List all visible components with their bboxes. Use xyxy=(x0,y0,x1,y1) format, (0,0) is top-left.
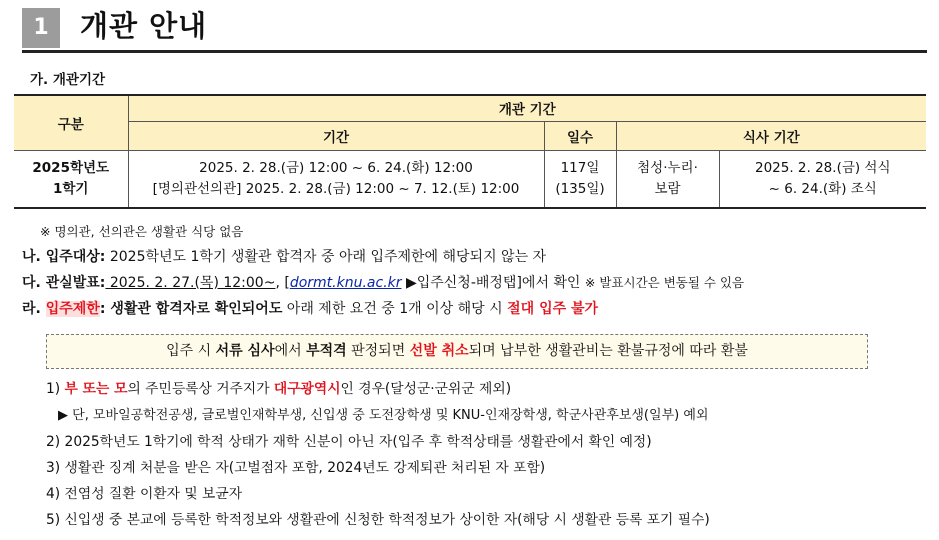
header-meal: 식사 기간 xyxy=(616,121,926,150)
subsection-heading: 가. 개관기간 xyxy=(30,72,106,88)
row-meal: 2025. 2. 28.(금) 석식 ~ 6. 24.(화) 조식 xyxy=(719,150,926,208)
announcement-line: 다. 관실발표: 2025. 2. 27.(목) 12:00~, [dormt.knu.ac.kr ▶입주신청-배정탭]에서 확인 ※ 발표시간은 변동될 수 있음 xyxy=(22,275,745,291)
row-dorms: 첨성·누리· 보람 xyxy=(616,150,719,208)
row-period: 2025. 2. 28.(금) 12:00 ~ 6. 24.(화) 12:00 [명의관선의관] 2025. 2. 28.(금) 12:00 ~ 7. 12.(토) 12:00 xyxy=(128,150,544,208)
header-period: 기간 xyxy=(128,121,544,150)
restriction-item-3: 3) 생활관 징계 처분을 받은 자(고벌점자 포함, 2024년도 강제퇴관 처리된 자 포함) xyxy=(46,460,546,476)
header-days: 일수 xyxy=(544,121,616,150)
header-category: 구분 xyxy=(14,95,128,150)
restriction-item-1-exception: ▶ 단, 모바일공학전공생, 글로벌인재학부생, 신입생 중 도전장학생 및 KNU-인재장학생, 학군사관후보생(일부) 예외 xyxy=(58,408,709,423)
title-underline xyxy=(22,50,927,53)
restriction-item-2: 2) 2025학년도 1학기에 학적 상태가 재학 신분이 아닌 자(입주 후 학적상태를 생활관에서 확인 예정) xyxy=(46,434,652,450)
cafeteria-note: ※ 명의관, 선의관은 생활관 식당 없음 xyxy=(40,224,244,239)
section-header xyxy=(22,4,927,50)
restriction-item-1: 1) 부 또는 모의 주민등록상 거주지가 대구광역시인 경우(달성군·군위군 제외) xyxy=(46,381,512,397)
restriction-item-4: 4) 전염성 질환 이환자 및 보균자 xyxy=(46,486,243,502)
screening-notice-box: 입주 시 서류 심사에서 부적격 판정되면 선발 취소되며 납부한 생활관비는 환불규정에 따라 환불 xyxy=(46,334,868,369)
eligibility-line: 나. 입주대상: 2025학년도 1학기 생활관 합격자 중 아래 입주제한에 해당되지 않는 자 xyxy=(22,249,547,265)
section-number: 1 xyxy=(22,8,60,48)
table-row xyxy=(14,150,926,208)
restriction-label: 입주제한 xyxy=(45,301,100,317)
dorm-site-link[interactable]: dormt.knu.ac.kr xyxy=(289,275,402,291)
row-days: 117일 (135일) xyxy=(544,150,616,208)
restriction-line: 라. 입주제한: 생활관 합격자로 확인되어도 아래 제한 요건 중 1개 이상 해당 시 절대 입주 불가 xyxy=(22,301,599,317)
header-group: 개관 기간 xyxy=(128,95,926,121)
row-category: 2025학년도 1학기 xyxy=(14,150,128,208)
restriction-item-5: 5) 신입생 중 본교에 등록한 학적정보와 생활관에 신청한 학적정보가 상이한 자(해당 시 생활관 등록 포기 필수) xyxy=(46,512,710,528)
opening-period-table xyxy=(14,94,926,209)
section-title: 개관 안내 xyxy=(80,9,208,43)
